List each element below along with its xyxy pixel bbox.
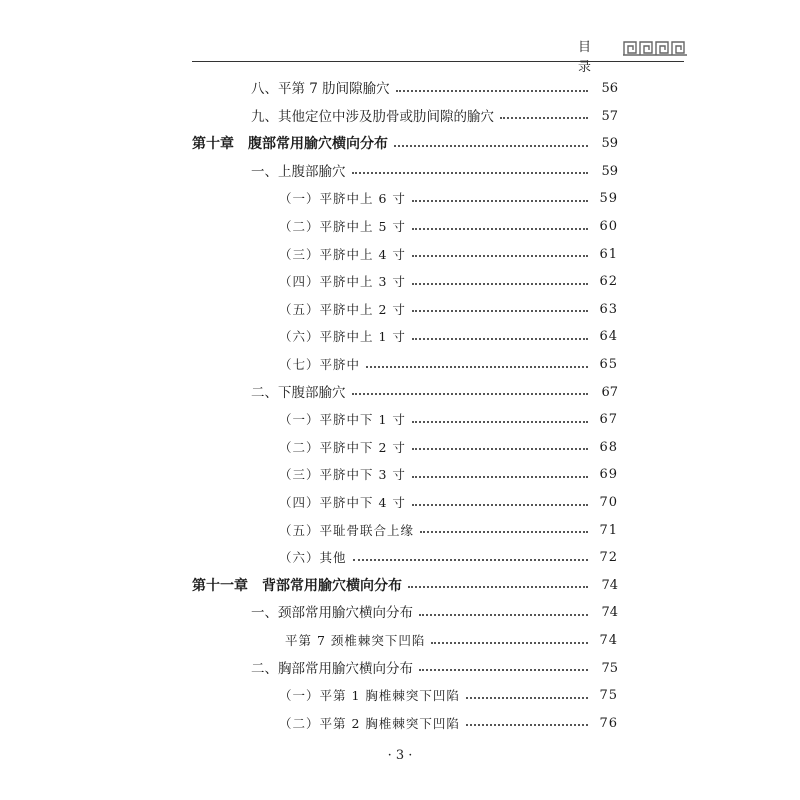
toc-entry[interactable] [192,710,618,738]
toc-entry-title: （二）平脐中上 5 寸 [279,219,406,234]
toc-page-number: 70 [599,495,618,510]
dot-leader [466,696,588,699]
toc-page-number: 59 [601,136,618,152]
toc-entry[interactable] [192,599,618,627]
toc-entry[interactable] [192,655,618,683]
dot-leader [412,309,588,312]
dot-leader [394,144,588,147]
toc-page-number: 67 [601,384,618,400]
toc-page-number: 74 [599,633,618,648]
toc-page-number: 69 [599,467,618,483]
toc-chapter-number: 第十一章 [192,577,248,594]
toc-entry-title: （三）平脐中上 4 寸 [279,246,406,262]
toc-entry-title: （四）平脐中下 4 寸 [279,495,406,510]
header-rule [192,61,684,62]
toc-page-number: 75 [601,660,618,676]
toc-page-number: 56 [601,81,618,96]
toc-entry-title: 一、上腹部腧穴 [251,163,346,180]
toc-entry[interactable] [192,75,618,103]
toc-entry-title: （二）平脐中下 2 寸 [279,439,406,455]
dot-leader [352,392,589,395]
toc-entry[interactable] [192,241,618,269]
dot-leader [412,503,588,506]
toc-entry[interactable] [192,213,618,241]
toc-entry-title: （四）平脐中上 3 寸 [279,274,406,290]
toc-entry-title: （五）平耻骨联合上缘 [279,522,415,538]
toc-entry-title: （七）平脐中 [279,357,361,372]
toc-entry-title: （一）平脐中下 1 寸 [279,412,406,428]
dot-leader [352,171,589,174]
toc-entry-title: （三）平脐中下 3 寸 [279,467,406,483]
toc-entry[interactable] [192,296,618,324]
toc-entry[interactable] [192,185,618,213]
toc-entry-title: 平第 7 颈椎棘突下凹陷 [285,633,426,648]
toc-page-number: 63 [599,301,618,317]
toc-entry-title: 九、其他定位中涉及肋骨或肋间隙的腧穴 [251,108,494,125]
toc-entry[interactable] [192,461,618,489]
dot-leader [412,337,588,340]
toc-chapter-number: 第十章 [192,136,234,153]
toc-entry[interactable] [192,103,618,131]
dot-leader [412,447,588,450]
toc-entry-title: （六）平脐中上 1 寸 [279,329,406,345]
toc-entry[interactable] [192,379,618,407]
toc-entry[interactable] [192,268,618,296]
toc-page-number: 64 [599,329,618,345]
toc-page-number: 74 [601,605,618,621]
toc-entry-title: 一、颈部常用腧穴横向分布 [251,605,413,622]
toc-entry[interactable] [192,489,618,517]
dot-leader [408,585,588,588]
toc-page-number: 67 [599,412,618,428]
toc-entry-title: （二）平第 2 胸椎棘突下凹陷 [279,715,460,731]
toc-entry-title: 二、胸部常用腧穴横向分布 [251,660,413,677]
dot-leader [419,613,588,616]
toc-chapter-entry[interactable] [192,130,618,158]
toc-entry-title: （一）平第 1 胸椎棘突下凹陷 [279,688,460,704]
toc-entry[interactable] [192,351,618,379]
dot-leader [366,365,588,368]
dot-leader [353,558,588,561]
toc-entry[interactable] [192,682,618,710]
toc-entry[interactable] [192,544,618,572]
toc-entry-title: （六）其他 [279,550,347,566]
greek-key-ornament-icon [623,40,687,56]
dot-leader [500,116,588,119]
dot-leader [420,530,588,533]
toc-page-number: 65 [599,357,618,372]
dot-leader [396,89,588,92]
toc-page-number: 75 [599,688,618,704]
dot-leader [412,475,588,478]
toc-entry-title: 八、平第 7 肋间隙腧穴 [251,81,390,97]
toc-entry-title: 背部常用腧穴横向分布 [262,577,402,594]
dot-leader [412,254,588,257]
toc-page-number: 61 [599,246,618,262]
toc-page-number: 68 [599,439,618,455]
toc-entry[interactable] [192,158,618,186]
toc-entry-title: 腹部常用腧穴横向分布 [248,136,388,153]
toc-entry-title: 二、下腹部腧穴 [251,384,346,401]
dot-leader [412,282,588,285]
dot-leader [466,723,588,726]
dot-leader [419,668,588,671]
dot-leader [412,420,588,423]
toc-entry[interactable] [192,323,618,351]
toc-page-number: 72 [599,550,618,566]
toc-entry[interactable] [192,517,618,545]
toc-page-number: 74 [601,577,618,593]
toc-entry[interactable] [192,434,618,462]
toc-entry-title: （一）平脐中上 6 寸 [279,191,406,207]
toc-chapter-entry[interactable] [192,572,618,600]
toc-entry[interactable] [192,627,618,655]
dot-leader [412,199,588,202]
toc-page-number: 71 [599,522,618,538]
toc-entry[interactable] [192,406,618,434]
running-header-title: 目 录 [578,40,598,75]
toc-page-number: 76 [599,715,618,731]
toc-page-number: 57 [601,108,618,124]
dot-leader [431,641,588,644]
toc-page-number: 62 [599,274,618,290]
toc-page-number: 60 [599,219,618,234]
dot-leader [412,227,588,230]
page-number: · 3 · [387,748,413,763]
toc-page-number: 59 [599,191,618,207]
toc-page-number: 59 [601,163,618,179]
toc-entry-title: （五）平脐中上 2 寸 [279,301,406,317]
